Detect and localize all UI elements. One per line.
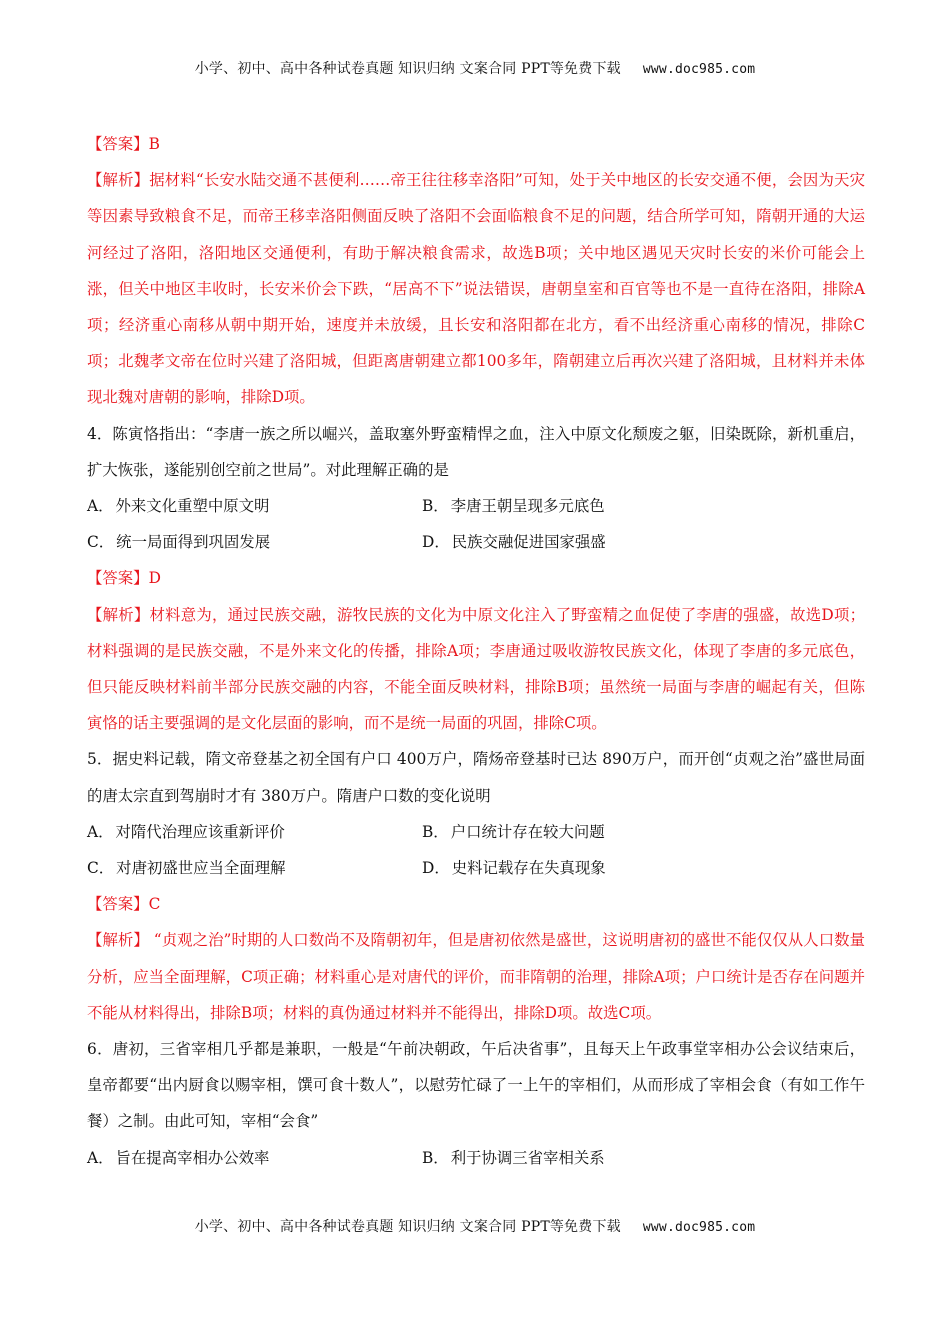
analysis-text: 据材料“长安水陆交通不甚便利……帝王往往移幸洛阳”可知，处于关中地区的长安交通不便，会因为天灾等因素导致粮食不足，而帝王移幸洛阳侧面反映了洛阳不会面临粮食不足的问题，结合所学可知，隋朝开通的大运河经过了洛阳，洛阳地区交通便利，有助于解决粮食需求，故选B项；关中地区遇见天灾时长安的米价可能会上涨，但关中地区丰收时，长安米价会下跌，“居高不下”说法错误，唐朝皇室和百官等也不是一直待在洛阳，排除A项；经济重心南移从朝中期开始，速度并未放缓，且长安和洛阳都在北方，看不出经济重心南移的情况，排除C项；北魏孝文帝在位时兴建了洛阳城，但距离唐朝建立都100多年，隋朝建立后再次兴建了洛阳城，且材料并未体现北魏对唐朝的影响，排除D项。	[87, 171, 865, 407]
q5-options-row-2	[87, 850, 865, 886]
analysis-label: 【解析】	[87, 605, 150, 624]
q5-option-b: B． 户口统计存在较大问题	[422, 822, 605, 841]
q5-option-c: C． 对唐初盛世应当全面理解	[87, 859, 286, 878]
q6-options-row-1	[87, 1140, 865, 1176]
q5-answer	[87, 886, 865, 922]
header-text: 小学、初中、高中各种试卷真题 知识归纳 文案合同 PPT等免费下载	[194, 61, 621, 77]
q6-option-a: A． 旨在提高宰相办公效率	[87, 1148, 270, 1167]
header-url[interactable]: www.doc985.com	[642, 62, 756, 77]
footer-text: 小学、初中、高中各种试卷真题 知识归纳 文案合同 PPT等免费下载	[194, 1219, 621, 1235]
answer-label: 【答案】	[87, 895, 149, 914]
q4-options-row-1	[87, 488, 865, 524]
q4-options-row-2	[87, 524, 865, 560]
q5-stem: 5．据史料记载，隋文帝登基之初全国有户口 400万户，隋炀帝登基时已达 890万户，而开创“贞观之治”盛世局面的唐太宗直到驾崩时才有 380万户。隋唐户口数的变化说明	[87, 750, 865, 805]
answer-value: C	[148, 895, 161, 914]
page-header	[0, 58, 950, 78]
q6-option-b: B． 利于协调三省宰相关系	[422, 1148, 605, 1167]
q3-answer	[87, 126, 865, 162]
answer-value: D	[148, 569, 161, 588]
q4-stem: 4．陈寅恪指出：“李唐一族之所以崛兴，盖取塞外野蛮精悍之血，注入中原文化颓废之躯，旧染既除，新机重启，扩大恢张，遂能别创空前之世局”。对此理解正确的是	[87, 424, 865, 479]
footer-url[interactable]: www.doc985.com	[642, 1220, 756, 1235]
answer-value: B	[148, 135, 160, 153]
q5-analysis	[87, 922, 865, 1031]
document-body	[87, 126, 865, 1176]
answer-label: 【答案】	[87, 135, 149, 153]
q4-option-a: A． 外来文化重塑中原文明	[87, 497, 270, 516]
q4-option-b: B． 李唐王朝呈现多元底色	[422, 497, 605, 516]
q4-option-c: C． 统一局面得到巩固发展	[87, 533, 271, 552]
analysis-text: “贞观之治”时期的人口数尚不及隋朝初年，但是唐初依然是盛世，这说明唐初的盛世不能仅仅从人口数量分析，应当全面理解，C项正确；材料重心是对唐代的评价，而非隋朝的治理，排除A项；户口统计是否存在问题并不能从材料得出，排除B项；材料的真伪通过材料并不能得出，排除D项。故选C项。	[87, 931, 865, 1022]
analysis-label: 【解析】	[87, 931, 149, 950]
page-footer	[0, 1216, 950, 1236]
q5-option-a: A． 对隋代治理应该重新评价	[87, 822, 285, 841]
q4-analysis	[87, 597, 865, 742]
q4-answer	[87, 560, 865, 596]
analysis-label: 【解析】	[87, 171, 150, 190]
q6-stem: 6．唐初，三省宰相几乎都是兼职，一般是“午前决朝政，午后决省事”，且每天上午政事堂宰相办公会议结束后，皇帝都要“出内厨食以赐宰相，馔可食十数人”，以慰劳忙碌了一上午的宰相们，从而形成了宰相会食（有如工作午餐）之制。由此可知，宰相“会食”	[87, 1040, 865, 1131]
q4-option-d: D． 民族交融促进国家强盛	[422, 533, 606, 552]
analysis-text: 材料意为，通过民族交融，游牧民族的文化为中原文化注入了野蛮精之血促使了李唐的强盛，故选D项；材料强调的是民族交融，不是外来文化的传播，排除A项；李唐通过吸收游牧民族文化，体现了李唐的多元底色，但只能反映材料前半部分民族交融的内容，不能全面反映材料，排除B项；虽然统一局面与李唐的崛起有关，但陈寅恪的话主要强调的是文化层面的影响，而不是统一局面的巩固，排除C项。	[87, 605, 865, 733]
q3-analysis	[87, 162, 865, 415]
q5-option-d: D． 史料记载存在失真现象	[422, 859, 606, 878]
answer-label: 【答案】	[87, 569, 149, 588]
q5-options-row-1	[87, 814, 865, 850]
